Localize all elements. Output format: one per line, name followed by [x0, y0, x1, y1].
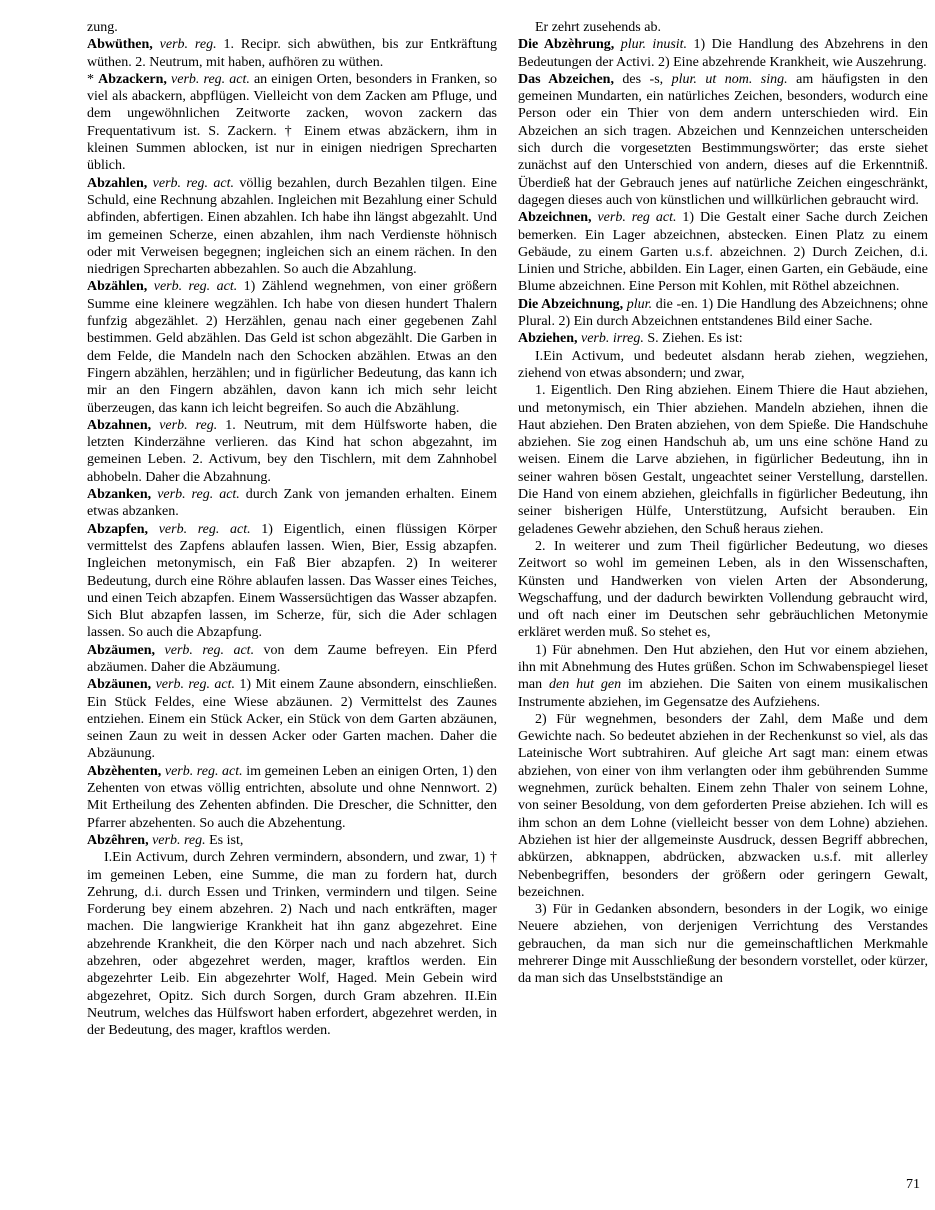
text-run: 2. In weiterer und zum Theil figürlicher Bedeutung, wo dieses Zeitwort so wohl im gemeinen Leben, als in den Wissenschaften, Künsten und Handwerken von vielen Arten der Absonderung, Wegschaffung, und der dadurch bewirkten Vollendung gebraucht wird, und oft nach einer im Deutschen sehr gebräuchlichen Metonymie erkläret werden muß. So stehet es,	[518, 538, 928, 641]
headword: Abzackern,	[98, 71, 167, 87]
text-run: völlig bezahlen, durch Bezahlen tilgen. Eine Schuld, eine Rechnung abzahlen. Ingleichen mit Bezahlung einer Schuld abfinden, abfertigen. Einen abzahlen. Ich habe ihn längst abgezahlt. Und im gemeinen Scherze, einen abzahlen, ihm nach Verdienste höhnisch oder mit Verweisen begegnen; ingleichen sich an einem rächen. In den niedrigen Sprecharten abbezahlen. So auch die Abzahlung.	[87, 175, 497, 278]
text-run: Es ist,	[205, 832, 244, 848]
dictionary-entry	[87, 417, 497, 486]
grammar-label: verb. irreg.	[581, 331, 644, 347]
text-run: 1) Zählend wegnehmen, von einer größern Summe eine kleinere wegzählen. Ich habe von diesen hundert Thalern funfzig abgezählet. 2) Herzählen, genau nach einer gegebenen Zahl bestimmen. Geld abzählen. Das Geld ist schon abgezählt. Die Garben in dem Felde, die Mandeln nach den Schocken abzählen. Etwas an den Fingern abzählen, herzählen; und in figürlicher Bedeutung, das kann ich mir an den Fingern abzählen, davon kann ich mich sehr leicht überzeugen, das kann ich leicht begreifen. So auch die Abzählung.	[87, 279, 497, 416]
paragraph	[518, 382, 928, 538]
text-run: 1) Die Gestalt einer Sache durch Zeichen bemerken. Ein Lager abzeichnen, abstecken. Einen Platz zu einem Gebäude, zu einem Garten u.s.f. abzeichnen. 2) Durch Zeichen, d.i. Linien und Striche, abbilden. Ein Lager, einen Garten, ein Gebäude, eine Blume abzeichnen. Eine Person mit Kohlen, mit Röthel abzeichnen.	[518, 210, 928, 295]
text-run: I.Ein Activum, durch Zehren vermindern, absondern, und zwar, 1) † im gemeinen Leben, eine Summe, die man zu fordern hat, durch Zehrung, d.i. durch Essen und Trinken, vermindern und tilgen. Seine Forderung bey einem abzehren. 2) Nach und nach entkräften, mager machen. Die langwierige Krankheit hat ihn ganz abgezehret. Eine abzehrende Krankheit, die den Körper nach und nach abzehret. Sich abzehren, oder abgezehret werden, mager, kraftlos werden. Ein abgezehrter Leib. Ein abgezehrter Wolf, Haged. Mein Gebein wird abgezehret, Opitz. Sich durch Sorgen, durch Gram abzehren. II.Ein Neutrum, welches das Hülfswort haben erfordert, abgezehret werden, in der Bedeutung, des mager, kraftlos werden.	[87, 850, 497, 1039]
text-run: 1) Eigentlich, einen flüssigen Körper vermittelst des Zapfens ablaufen lassen. Wien, Bier, Essig abzapfen. Ingleichen metonymisch, ein Faß Bier abzapfen. 2) In weiterer Bedeutung, durch eine Röhre ablaufen lassen. Das Wasser eines Teiches, und einen Teich abzapfen. Einem Wassersüchtigen das Wasser abzapfen. Sich Blut abzapfen lassen, im Scherze, für, sich die Ader schlagen lassen. So auch die Abzapfung.	[87, 521, 497, 641]
dictionary-entry	[518, 36, 928, 71]
dictionary-entry	[87, 521, 497, 642]
grammar-label: plur. ut nom. sing.	[671, 71, 788, 87]
text-run	[148, 522, 159, 537]
paragraph	[518, 19, 928, 36]
text-run: von dem Zaume befreyen. Ein Pferd abzäumen. Daher die Abzäumung.	[87, 642, 497, 675]
grammar-label: plur. inusit.	[620, 37, 688, 53]
headword: Abzäunen,	[87, 677, 152, 693]
text-run	[153, 37, 160, 52]
paragraph	[518, 538, 928, 642]
headword: Abziehen,	[518, 331, 578, 347]
headword: Abzahlen,	[87, 175, 148, 191]
text-run: I.Ein Activum, und bedeutet alsdann herab ziehen, wegziehen, ziehend von etwas absondern; und zwar,	[518, 348, 928, 381]
headword: Die Abzèhrung,	[518, 37, 615, 53]
text-run: des -s,	[613, 71, 672, 87]
dictionary-entry	[87, 71, 497, 175]
text-run: im gemeinen Leben an einigen Orten, 1) den Zehenten von etwas völlig entrichten, absolute und ohne Nennwort. 2) Mit Ertheilung des Zehenten abfinden. Die Drescher, die Schnitter, den Pfarrer abzehenten. So auch die Abzehentung.	[87, 763, 497, 831]
dictionary-entry	[87, 832, 497, 849]
paragraph	[518, 711, 928, 901]
paragraph	[518, 348, 928, 383]
text-run: 3) Für in Gedanken absondern, besonders in der Logik, wo einige Neuere abziehen, von derjenigen Verrichtung des Verstandes gebrauchen, da man sich nur die gemeinschaftlichen Merkmahle mehrerer Dinge mit Ausschließung der besondern vorstellet, oder kürzer, da man sich das Unselbstständige an	[518, 902, 928, 987]
dictionary-entry	[87, 175, 497, 279]
grammar-label: verb. reg.	[152, 832, 206, 848]
paragraph	[87, 19, 497, 36]
text-run: S. Ziehen. Es ist:	[643, 331, 743, 347]
grammar-label: verb. reg. act.	[157, 487, 240, 503]
paragraph	[518, 901, 928, 987]
dictionary-entry	[518, 71, 928, 209]
text-run: 1. Eigentlich. Den Ring abziehen. Einem Thiere die Haut abziehen, und metonymisch, ein Thier abziehen. Mandeln abziehen, ihnen die Haut abziehen. Den Braten abziehen, von dem Spieße. Die Handschuhe abziehen. Sie zog einen Handschuh ab, um uns eine schöne Hand zu weisen. Einem die Larve abziehen, in figürlicher Bedeutung, ihn in seiner wahren bösen Gestalt, ungeachtet seiner Verstellung, darstellen. Die Hand von einem abziehen, gleichfalls in figürlicher Bedeutung, ihn seiner bisherigen Hülfe, Unterstützung, Aufsicht berauben. Ein geladenes Gewehr abziehen, den Schuß heraus ziehen.	[518, 383, 928, 537]
headword: Abzanken,	[87, 487, 152, 503]
headword: Abzêhren,	[87, 832, 149, 848]
dictionary-entry	[87, 36, 497, 71]
headword: Die Abzeichnung,	[518, 296, 624, 312]
headword: Abzäumen,	[87, 642, 156, 658]
text-run: *	[87, 71, 99, 87]
grammar-label: verb. reg. act.	[152, 175, 234, 191]
grammar-label: verb. reg. act.	[171, 71, 250, 87]
paragraph	[87, 849, 497, 1039]
text-run: 1. Neutrum, mit dem Hülfsworte haben, die letzten Kinderzähne verlieren. das Kind hat schon abgezahnt, im gemeinen Leben. 2. Activum, bey den Tischlern, mit dem Zahnhobel abhobeln. Daher die Abzahnung.	[87, 417, 497, 485]
dictionary-entry	[87, 642, 497, 677]
text-run: 2) Für wegnehmen, besonders der Zahl, dem Maße und dem Gewichte nach. So bedeutet abziehen in der Rechenkunst so viel, als das Lateinische Wort subtrahiren. Auf gleiche Art sagt man: einem etwas abziehen, von einer von ihm verlangten oder ihm gebührenden Summe wegnehmen, zurück behalten. Einem zehn Thaler von seinem Lohne, von seiner Besoldung, von dem geforderten Preise abziehen. Ich will es ihm schon an dem Lohne (vielleicht besser von dem Lohne) abziehen. Abziehen ist hier der allgemeinste Ausdruck, dessen Begriff abbrechen, abkürzen, abknappen, abdrücken, abzwacken u.s.f. mit allerley Nebenbegriffen, besonders der größern oder geringern Gewalt, bezeichnen.	[518, 711, 928, 900]
left-column	[87, 19, 497, 1175]
grammar-label: den hut gen	[549, 677, 622, 693]
headword: Abzählen,	[87, 279, 148, 295]
text-run: die -en. 1) Die Handlung des Abzeichnens; ohne Plural. 2) Ein durch Abzeichnen entstandenes Bild einer Sache.	[518, 296, 928, 330]
headword: Abzeichnen,	[518, 210, 592, 226]
text-run: am häufigsten in den gemeinen Mundarten, ein natürliches Zeichen, besonders, wodurch eine Person oder ein Thier von dem andern unterschieden wird. Ein Abzeichen an sich tragen. Abzeichen und Kennzeichen unterscheiden sich durch die vorgesetzten Bestimmungswörter; das erste siehet zunächst auf den Unterschied von andern, dieses auf die Erkenntniß. Überdieß hat der Gebrauch jenes auf natürliche Zeichen eingeschränkt, dagegen dieses auch von künstlichen und willkürlichen gebraucht wird.	[518, 71, 928, 208]
text-run	[151, 418, 159, 433]
dictionary-entry	[87, 486, 497, 521]
text-run: an einigen Orten, besonders in Franken, so viel als abackern, abpflügen. Vielleicht von dem Zacken am Pfluge, und dem ungewöhnlichen Zeitworte zacken, wovon zackern das Frequentativum ist. S. Zackern. † Einem etwas abzäckern, ihm in kleinen Summen ablocken, ist nur in einigen niedrigen Sprecharten üblich.	[87, 71, 497, 174]
dictionary-entry	[518, 330, 928, 347]
grammar-label: plur.	[626, 296, 653, 312]
dictionary-entry	[87, 763, 497, 832]
headword: Abwüthen,	[87, 37, 153, 53]
grammar-label: verb. reg. act.	[155, 677, 236, 693]
grammar-label: verb. reg. act.	[164, 763, 243, 779]
grammar-label: verb. reg.	[159, 37, 217, 53]
grammar-label: verb. reg. act.	[153, 279, 238, 295]
headword: Abzapfen,	[87, 521, 149, 537]
headword: Abzahnen,	[87, 417, 152, 433]
dictionary-entry	[87, 676, 497, 762]
text-run: durch Zank von jemanden erhalten. Einem etwas abzanken.	[87, 487, 497, 520]
headword: Das Abzeichen,	[518, 71, 614, 87]
grammar-label: verb. reg. act.	[164, 642, 255, 658]
grammar-label: verb. reg act.	[597, 210, 677, 226]
text-run: im abziehen. Die Saiten von einem musikalischen Instrumente abziehen, im Gegensatze des Aufziehens.	[518, 677, 928, 710]
dictionary-entry	[87, 278, 497, 416]
text-run: zung.	[87, 20, 118, 35]
text-run: 1) Mit einem Zaune absondern, einschließen. Ein Stück Feldes, eine Wiese abzäunen. 2) Vermittelst des Zaunes entziehen. Einem ein Stück Acker, ein Stück von dem Garten abzäunen, seinen Zaun zu weit in dessen Acker oder Garten machen. Daher die Abzäunung.	[87, 677, 497, 762]
grammar-label: verb. reg.	[159, 417, 218, 433]
text-run	[155, 643, 164, 658]
dictionary-entry	[518, 296, 928, 331]
text-run: Er zehrt zusehends ab.	[535, 20, 661, 35]
text-run: 1) Für abnehmen. Den Hut abziehen, den Hut vor einem abziehen, ihn mit Abnehmung des Hutes grüßen. Schon im Schwabenspiegel lieset man	[518, 642, 928, 693]
text-run: 1) Die Handlung des Abzehrens in den Bedeutungen der Activi. 2) Eine abzehrende Krankheit, wie Auszehrung.	[518, 37, 928, 70]
dictionary-entry	[518, 209, 928, 295]
text-run: 1. Recipr. sich abwüthen, bis zur Entkräftung wüthen. 2. Neutrum, mit haben, aufhören zu wüthen.	[87, 37, 497, 70]
page-number: 71	[906, 1177, 920, 1192]
paragraph	[518, 642, 928, 711]
grammar-label: verb. reg. act.	[158, 521, 251, 537]
headword: Abzèhenten,	[87, 763, 162, 779]
right-column	[518, 19, 928, 1175]
